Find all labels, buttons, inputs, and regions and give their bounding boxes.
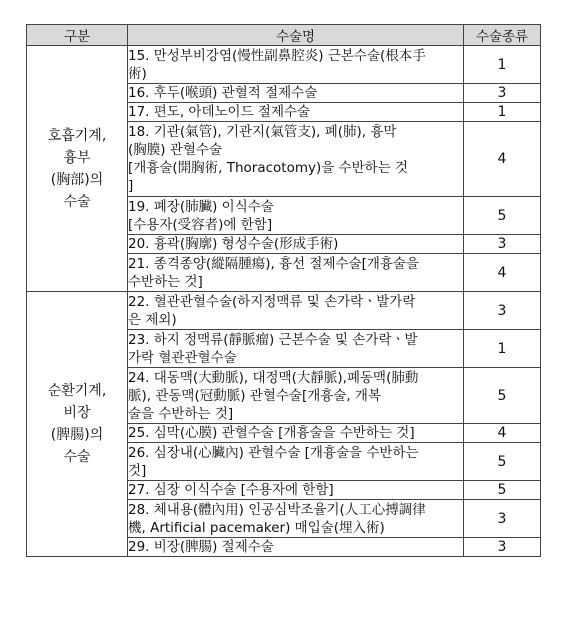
- category-label-line: (脾腸)의: [50, 427, 104, 443]
- surgery-name-line: 術): [128, 65, 147, 82]
- table-body: [27, 46, 541, 557]
- surgery-name-line: 24. 대동맥(大動脈), 대정맥(大靜脈),폐동맥(肺動: [128, 369, 419, 386]
- surgery-name-line: 23. 하지 정맥류(靜脈瘤) 근본수술 및 손가락ㆍ발: [128, 331, 418, 348]
- surgery-name-line: 것]: [128, 462, 147, 479]
- category-label-line: 호흡기계,: [47, 127, 107, 144]
- surgery-type-cell: 5: [464, 443, 541, 481]
- surgery-name-cell: [128, 103, 464, 122]
- category-cell: [27, 46, 128, 292]
- header-category: 구분: [27, 25, 128, 46]
- surgery-name-cell: [128, 481, 464, 500]
- surgery-type-cell: 5: [464, 197, 541, 235]
- surgery-name-line: 술을 수반하는 것]: [128, 405, 234, 422]
- surgery-type-cell: 1: [464, 46, 541, 84]
- category-cell: [27, 292, 128, 557]
- header-surgery-name: 수술명: [128, 25, 464, 46]
- table-row: [27, 46, 541, 84]
- surgery-name-line: 17. 편도, 아데노이드 절제수술: [128, 104, 311, 120]
- surgery-name-line: 16. 후두(喉頭) 관혈적 절제수술: [128, 85, 318, 101]
- header-surgery-type: 수술종류: [464, 25, 541, 46]
- surgery-name-line: 27. 심장 이식수술 [수용자에 한함]: [128, 482, 334, 498]
- surgery-name-cell: [128, 538, 464, 557]
- surgery-name-cell: [128, 424, 464, 443]
- surgery-name-line: (胸膜) 관혈수술: [128, 142, 222, 158]
- surgery-name-line: 가락 혈관관혈수술: [128, 349, 237, 366]
- category-label-line: 흉부: [63, 149, 91, 166]
- surgery-name-line: 機, Artificial pacemaker) 매입술(埋入術): [128, 519, 385, 536]
- surgery-type-cell: 4: [464, 254, 541, 292]
- surgery-type-cell: 5: [464, 368, 541, 424]
- category-label-line: 수술: [63, 449, 91, 465]
- table-row: [27, 292, 541, 330]
- surgery-name-cell: [128, 254, 464, 292]
- category-label-line: (胸部)의: [50, 171, 104, 188]
- surgery-type-cell: 3: [464, 292, 541, 330]
- surgery-name-line: 26. 심장내(心臟內) 관혈수술 [개흉술을 수반하는: [128, 444, 419, 461]
- surgery-name-cell: [128, 292, 464, 330]
- surgery-type-cell: 3: [464, 84, 541, 103]
- surgery-name-cell: [128, 368, 464, 424]
- surgery-type-cell: 3: [464, 500, 541, 538]
- surgery-name-line: ]: [128, 178, 134, 194]
- surgery-name-line: 22. 혈관관혈수술(하지정맥류 및 손가락ㆍ발가락: [128, 293, 416, 310]
- category-label-line: 수술: [63, 193, 91, 210]
- surgery-name-line: 21. 종격종양(縱隔腫瘍), 흉선 절제수술[개흉술을: [128, 255, 420, 272]
- category-label-line: 순환기계,: [47, 383, 107, 399]
- surgery-name-line: 수반하는 것]: [128, 273, 203, 290]
- surgery-name-cell: [128, 84, 464, 103]
- surgery-name-line: 19. 폐장(肺臟) 이식수술: [128, 198, 274, 215]
- surgery-name-cell: [128, 46, 464, 84]
- surgery-name-cell: [128, 122, 464, 197]
- surgery-type-cell: 4: [464, 424, 541, 443]
- surgery-type-cell: 1: [464, 103, 541, 122]
- surgery-name-cell: [128, 235, 464, 254]
- surgery-type-cell: 3: [464, 235, 541, 254]
- surgery-name-line: [개흉술(開胸術, Thoracotomy)을 수반하는 것: [128, 160, 409, 176]
- category-label-line: 비장: [63, 405, 91, 421]
- surgery-name-line: [수용자(受容者)에 한함]: [128, 216, 273, 233]
- surgery-type-table: [26, 24, 541, 557]
- surgery-name-line: 15. 만성부비강염(慢性副鼻腔炎) 근본수술(根本手: [128, 47, 426, 64]
- surgery-name-line: 은 제외): [128, 311, 177, 328]
- surgery-name-line: 18. 기관(氣管), 기관지(氣管支), 폐(肺), 흉막: [128, 124, 397, 140]
- surgery-name-cell: [128, 330, 464, 368]
- surgery-name-line: 25. 심막(心膜) 관혈수술 [개흉술을 수반하는 것]: [128, 425, 415, 441]
- surgery-name-cell: [128, 500, 464, 538]
- surgery-type-cell: 4: [464, 122, 541, 197]
- surgery-name-line: 20. 흉곽(胸廓) 형성수술(形成手術): [128, 236, 339, 252]
- surgery-name-cell: [128, 197, 464, 235]
- surgery-name-line: 29. 비장(脾腸) 절제수술: [128, 539, 274, 555]
- table-header-row: [27, 25, 541, 46]
- surgery-name-cell: [128, 443, 464, 481]
- surgery-type-cell: 5: [464, 481, 541, 500]
- surgery-name-line: 脈), 관동맥(冠動脈) 관혈수술[개흉술, 개복: [128, 387, 382, 404]
- surgery-name-line: 28. 체내용(體內用) 인공심박조율기(人工心搏調律: [128, 501, 426, 518]
- surgery-type-cell: 3: [464, 538, 541, 557]
- surgery-type-cell: 1: [464, 330, 541, 368]
